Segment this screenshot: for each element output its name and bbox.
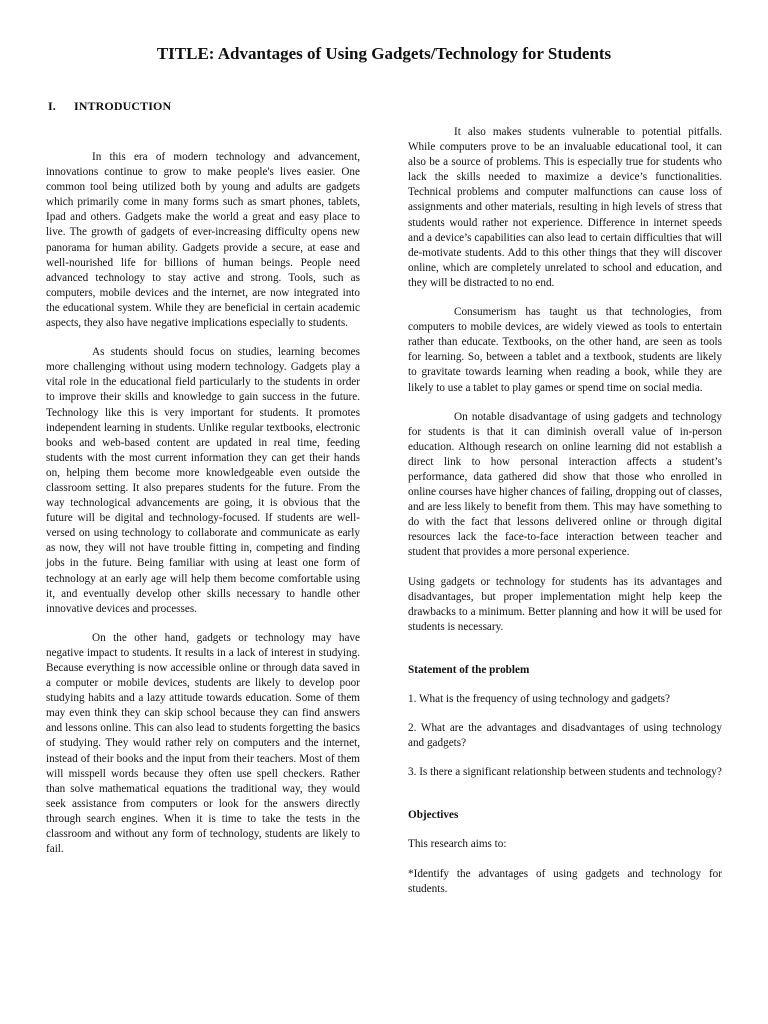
- paragraph: Using gadgets or technology for students has its advantages and disadvantages, but proper implementation might help keep the drawbacks to a minimum. Better planning and how it will be used for students is necessary.: [408, 575, 722, 633]
- objective-item: *Identify the advantages of using gadgets and technology for students.: [408, 867, 722, 895]
- page-title: TITLE: Advantages of Using Gadgets/Technology for Students: [156, 44, 612, 63]
- problem-item: 1. What is the frequency of using technology and gadgets?: [408, 693, 671, 705]
- problem-item: 2. What are the advantages and disadvantages of using technology and gadgets?: [408, 722, 722, 750]
- right-column: [408, 125, 722, 897]
- problem-item: 3. Is there a significant relationship between students and technology?: [408, 766, 722, 779]
- paragraph: On notable disadvantage of using gadgets and technology for students is that it can diminish overall value of in-person education. Although research on online learning did not establish a direct link to how personal interaction affects a student’s performance, data gathered did show that those who enrolled in online courses have higher chances of failing, dropping out of classes, and are less likely to benefit from them. This may have something to do with the fact that lessons delivered online or through digital resources lack the face-to-face interaction between teacher and student that provides a more personal experience.: [408, 410, 722, 559]
- paragraph: As students should focus on studies, learning becomes more challenging without using modern technology. Gadgets play a vital role in the educational field particularly to the students in order to improve their skills and knowledge to gain success in the future. Technology like this is very important for students. It promotes independent learning in students. Unlike regular textbooks, electronic books and web-based content are updated in real time, feeding students with the most current information they can get their hands on, helping them become more knowledgeable even outside the classroom setting. It also prepares students for the future. From the way technological advancements are going, it is obvious that the future will be digital and technology-focused. If students are well-versed on using technology to collaborate and communicate as early as now, they will not have trouble fitting in, competing and finding jobs in the future. Being familiar with using at least one form of technology at an early age will help them become comfortable using it, and eventually develop other skills necessary to handle other innovative devices and processes.: [46, 346, 360, 615]
- section-number: I.: [48, 99, 56, 113]
- paragraph: In this era of modern technology and advancement, innovations continue to grow to make people's lives easier. One common tool being utilized both by young and adults are gadgets which primarily come in many forms such as smart phones, tablets, Ipad and others. Gadgets make the world a great and easy place to live. The growth of gadgets of ever-increasing difficulty opens new panorama for human ability. Gadgets provide a secure, at ease and well-nourished life for billions of human beings. People need advanced technology to stay active and strong. Tools, such as computers, mobile devices and the internet, are now integrated into the educational system. While they are beneficial in certain academic aspects, they also have negative implications especially to students.: [46, 151, 360, 330]
- statement-of-problem-heading: Statement of the problem: [408, 663, 530, 676]
- paragraph: On the other hand, gadgets or technology may have negative impact to students. It results in a lack of interest in studying. Because everything is now accessible online or through data saved in a computer or mobile devices, students are likely to develop poor studying habits and a lazy attitude towards education. Some of them may even think they can skip school because they can find answers and lessons online. This can also lead to students forgetting the basics of studying. They would rather rely on computers and the internet, instead of their books and the input from their teachers. Most of them will misspell words because they often use spell checkers. Rather than solve mathematical equations the traditional way, they would seek assistance from computers or look for the answers directly through search engines. When it is time to take the tests in the classroom and without any form of technology, students are likely to fail.: [46, 631, 360, 856]
- objectives-heading: Objectives: [408, 809, 459, 822]
- paragraph: Consumerism has taught us that technologies, from computers to mobile devices, are widely viewed as tools to entertain rather than educate. Textbooks, on the other hand, are seen as tools for learning. So, between a tablet and a textbook, students are likely to gravitate towards learning when reading a book, while they are likely to use a tablet to play games or spend time on social media.: [408, 306, 722, 394]
- section-title: INTRODUCTION: [74, 99, 172, 113]
- objectives-intro: This research aims to:: [408, 838, 507, 851]
- paragraph: It also makes students vulnerable to potential pitfalls. While computers prove to be an invaluable educational tool, it can also be a source of problems. This is especially true for students who lack the skills needed to maximize a device’s functionalities. Technical problems and computer malfunctions can cause loss of assignments and other materials, resulting in high levels of stress that students would rather not experience. Difference in internet speeds and a device’s capabilities can also lead to certain difficulties that will de-motivate students. Add to this other things that they will discover online, which are completely unrelated to school and education, and they will be distracted to no end.: [408, 126, 722, 289]
- section-heading: [48, 98, 171, 114]
- left-column: [46, 150, 360, 857]
